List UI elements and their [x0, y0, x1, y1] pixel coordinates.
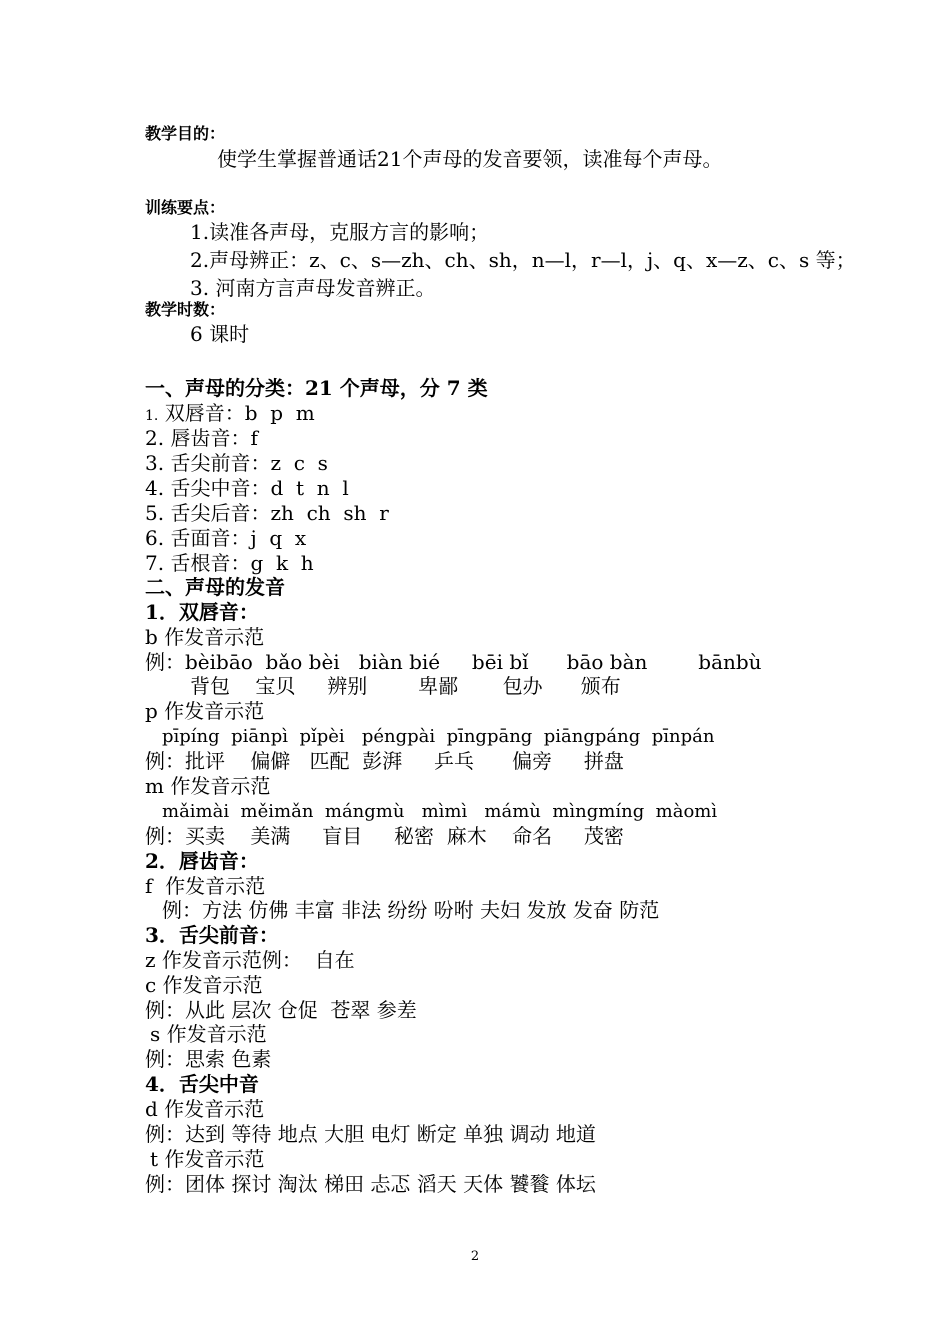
category-text: 舌尖后音：zh ch sh r: [170, 501, 389, 525]
category-item: [145, 476, 349, 500]
keypoint-item: 3. 河南方言声母发音辨正。: [190, 276, 436, 300]
category-text: 舌尖前音：z c s: [170, 451, 328, 475]
keypoints-heading: 训练要点：: [145, 198, 226, 217]
demo-line: b 作发音示范: [145, 625, 265, 649]
category-num: 2.: [145, 426, 165, 450]
purpose-heading: 教学目的：: [145, 124, 226, 143]
category-item: [145, 501, 389, 525]
subsection-heading: 2．唇齿音：: [145, 849, 259, 873]
demo-line: d 作发音示范: [145, 1097, 265, 1121]
subsection-heading: 3．舌尖前音：: [145, 923, 279, 947]
demo-line: z 作发音示范例： 自在: [145, 948, 355, 972]
hours-heading: 教学时数：: [145, 300, 226, 319]
category-item: [145, 426, 258, 450]
section2-heading: 二、声母的发音: [145, 575, 285, 599]
hanzi-line: 例：达到 等待 地点 大胆 电灯 断定 单独 调动 地道: [145, 1122, 596, 1146]
demo-line: f 作发音示范: [145, 874, 266, 898]
pinyin-line: mǎimài měimǎn mángmù mìmì mámù mìngmíng màomì: [162, 801, 718, 822]
category-num: 3.: [145, 451, 165, 475]
category-text: 舌尖中音：d t n l: [170, 476, 349, 500]
category-num: 4.: [145, 476, 165, 500]
category-num: 7.: [145, 551, 165, 575]
category-text: 双唇音：b p m: [164, 401, 315, 425]
category-item: [145, 526, 306, 550]
category-num: 5.: [145, 501, 165, 525]
hanzi-line: 例：团体 探讨 淘汰 梯田 忐忑 滔天 天体 饕餮 体坛: [145, 1172, 596, 1196]
category-num: 1.: [145, 408, 159, 424]
category-num: 6.: [145, 526, 165, 550]
category-text: 舌面音：j q x: [170, 526, 307, 550]
section1-heading: 一、声母的分类：21 个声母，分 7 类: [145, 376, 488, 400]
demo-line: t 作发音示范: [150, 1147, 265, 1171]
subsection-heading: 4．舌尖中音: [145, 1072, 259, 1096]
pinyin-line: pīpíng piānpì pǐpèi péngpài pīngpāng piāngpáng pīnpán: [162, 726, 715, 747]
hours-text: 6 课时: [190, 322, 250, 346]
demo-line: p 作发音示范: [145, 699, 265, 723]
hanzi-line: 例：从此 层次 仓促 苍翠 参差: [145, 998, 417, 1022]
hanzi-line: 背包 宝贝 辨别 卑鄙 包办 颁布: [190, 674, 621, 698]
hanzi-line: 例：买卖 美满 盲目 秘密 麻木 命名 茂密: [145, 824, 624, 848]
category-item: [145, 451, 328, 475]
subsection-heading: 1．双唇音：: [145, 600, 259, 624]
demo-line: m 作发音示范: [145, 774, 271, 798]
purpose-text: 使学生掌握普通话21个声母的发音要领，读准每个声母。: [217, 147, 723, 171]
category-text: 舌根音：g k h: [170, 551, 314, 575]
category-item: [145, 551, 314, 575]
demo-line: s 作发音示范: [150, 1022, 267, 1046]
hanzi-line: 例：思索 色素: [145, 1047, 272, 1071]
hanzi-line: 例：批评 偏僻 匹配 彭湃 乒乓 偏旁 拼盘: [145, 749, 624, 773]
page-number: 2: [470, 1249, 480, 1264]
category-text: 唇齿音：f: [170, 426, 258, 450]
keypoint-item: 1.读准各声母，克服方言的影响；: [190, 220, 490, 244]
category-item: [145, 401, 315, 428]
hanzi-line: 例：方法 仿佛 丰富 非法 纷纷 吩咐 夫妇 发放 发奋 防范: [162, 898, 660, 922]
keypoint-item: 2.声母辨正：z、c、s—zh、ch、sh，n—l，r—l，j、q、x—z、c、s 等；: [190, 248, 856, 272]
demo-line: c 作发音示范: [145, 973, 263, 997]
pinyin-line: 例：bèibāo bǎo bèi biàn bié bēi bǐ bāo bàn bānbù: [145, 650, 762, 674]
